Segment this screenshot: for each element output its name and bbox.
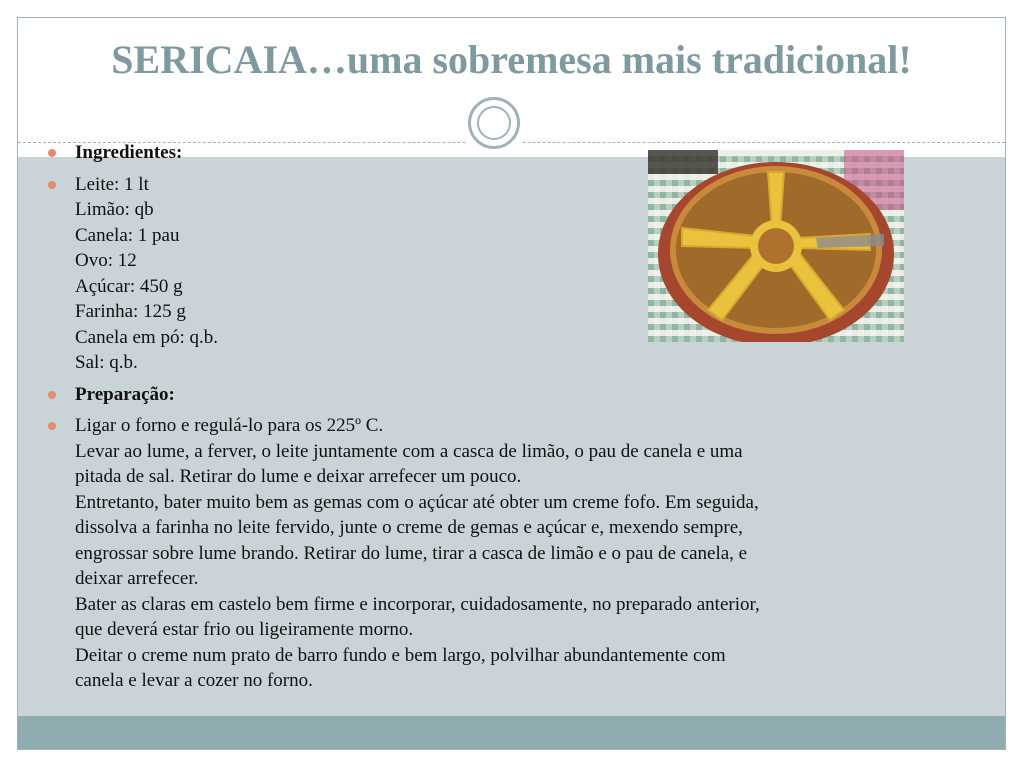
bullet-line: que deverá estar frio ou ligeiramente morno. bbox=[75, 619, 414, 640]
bullet-dot-icon bbox=[48, 422, 56, 430]
bullet-line: Açúcar: 450 g bbox=[75, 275, 183, 297]
bullet-line: Bater as claras em castelo bem firme e incorporar, cuidadosamente, no preparado anterior, bbox=[75, 593, 760, 615]
bullet-line: dissolva a farinha no leite fervido, junte o creme de gemas e açúcar e, mexendo sempre, bbox=[75, 517, 743, 538]
bullet-dot-icon bbox=[48, 181, 56, 189]
bullet-line: Limão: qb bbox=[75, 199, 154, 220]
bullet-line: Preparação: bbox=[75, 383, 175, 405]
bullet-line: Ingredientes: bbox=[75, 142, 183, 163]
bullet-dot-icon bbox=[48, 149, 56, 157]
bullet-line: Sal: q.b. bbox=[75, 352, 138, 373]
bullet-line: Canela: 1 pau bbox=[75, 224, 180, 246]
bullet-line: Levar ao lume, a ferver, o leite juntamente com a casca de limão, o pau de canela e uma bbox=[75, 440, 743, 462]
bullet-line: Entretanto, bater muito bem as gemas com o açúcar até obter um creme fofo. Em seguida, bbox=[75, 491, 759, 513]
bullet-line: canela e levar a cozer no forno. bbox=[75, 670, 313, 691]
bullet-line: deixar arrefecer. bbox=[75, 568, 199, 589]
bullet-line: pitada de sal. Retirar do lume e deixar arrefecer um pouco. bbox=[75, 466, 522, 487]
sericaia-illustration bbox=[648, 150, 904, 342]
sericaia-photo bbox=[648, 150, 904, 342]
bullet-item bbox=[48, 413, 948, 694]
bullet-line: Deitar o creme num prato de barro fundo e bem largo, polvilhar abundantemente com bbox=[75, 644, 726, 666]
bullet-line: Canela em pó: q.b. bbox=[75, 326, 218, 348]
footer-band bbox=[18, 716, 1005, 749]
bullet-dot-icon bbox=[48, 391, 56, 399]
bullet-line: Leite: 1 lt bbox=[75, 173, 149, 195]
bullet-line: Farinha: 125 g bbox=[75, 301, 186, 322]
bullet-line: engrossar sobre lume brando. Retirar do lume, tirar a casca de limão e o pau de canela, e bbox=[75, 542, 748, 564]
bullet-heading bbox=[48, 382, 948, 408]
bullet-line: Ligar o forno e regulá-lo para os 225º C. bbox=[75, 415, 384, 436]
slide-title: SERICAIA…uma sobremesa mais tradicional! bbox=[111, 37, 912, 82]
bullet-line: Ovo: 12 bbox=[75, 250, 137, 271]
circle-ornament-icon bbox=[468, 97, 520, 149]
